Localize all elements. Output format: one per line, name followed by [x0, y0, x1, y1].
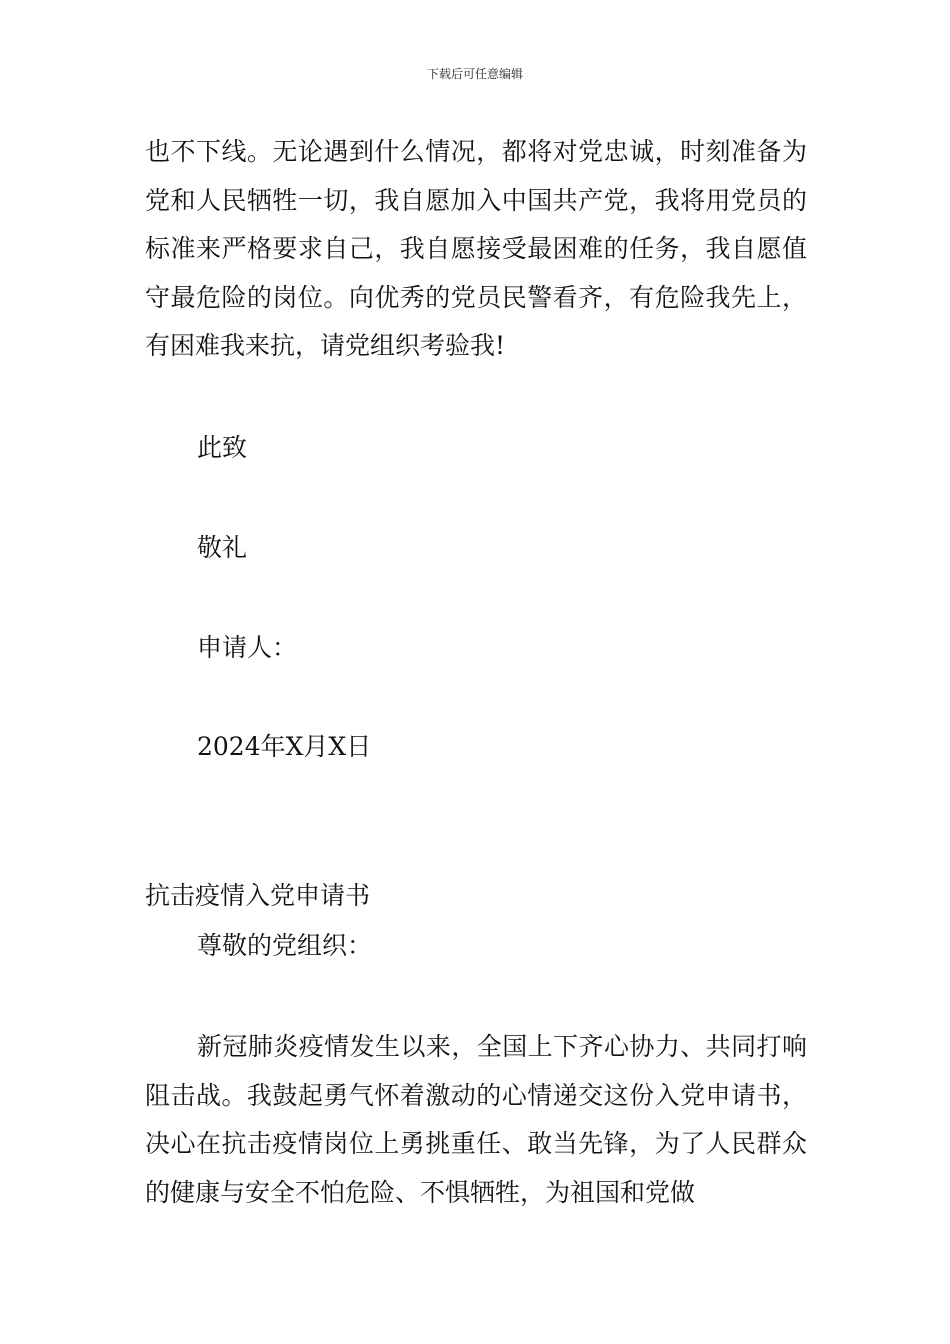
letter-two-title: 抗击疫情入党申请书 [145, 881, 371, 910]
letter-two-body-paragraph: 新冠肺炎疫情发生以来，全国上下齐心协力、共同打响阻击战。我鼓起勇气怀着激动的心情递交这份入党申请书，决心在抗击疫情岗位上勇挑重任、敢当先锋，为了人民群众的健康与安全不怕危险、不惧牺牲，为祖国和党做 [145, 1032, 807, 1207]
page-header-note: 下载后可任意编辑 [426, 67, 523, 81]
letter-one-body-paragraph: 也不下线。无论遇到什么情况，都将对党忠诚，时刻准备为党和人民牺牲一切，我自愿加入中国共产党，我将用党员的标准来严格要求自己，我自愿接受最困难的任务，我自愿值守最危险的岗位。向优秀的党员民警看齐，有危险我先上，有困难我来抗，请党组织考验我! [145, 137, 807, 360]
closing-regards: 敬礼 [197, 533, 248, 562]
applicant-label: 申请人： [197, 633, 298, 662]
letter-date: 2024年X月X日 [197, 732, 372, 761]
letter-two-salutation: 尊敬的党组织： [197, 931, 373, 960]
closing-salutation: 此致 [197, 433, 248, 462]
